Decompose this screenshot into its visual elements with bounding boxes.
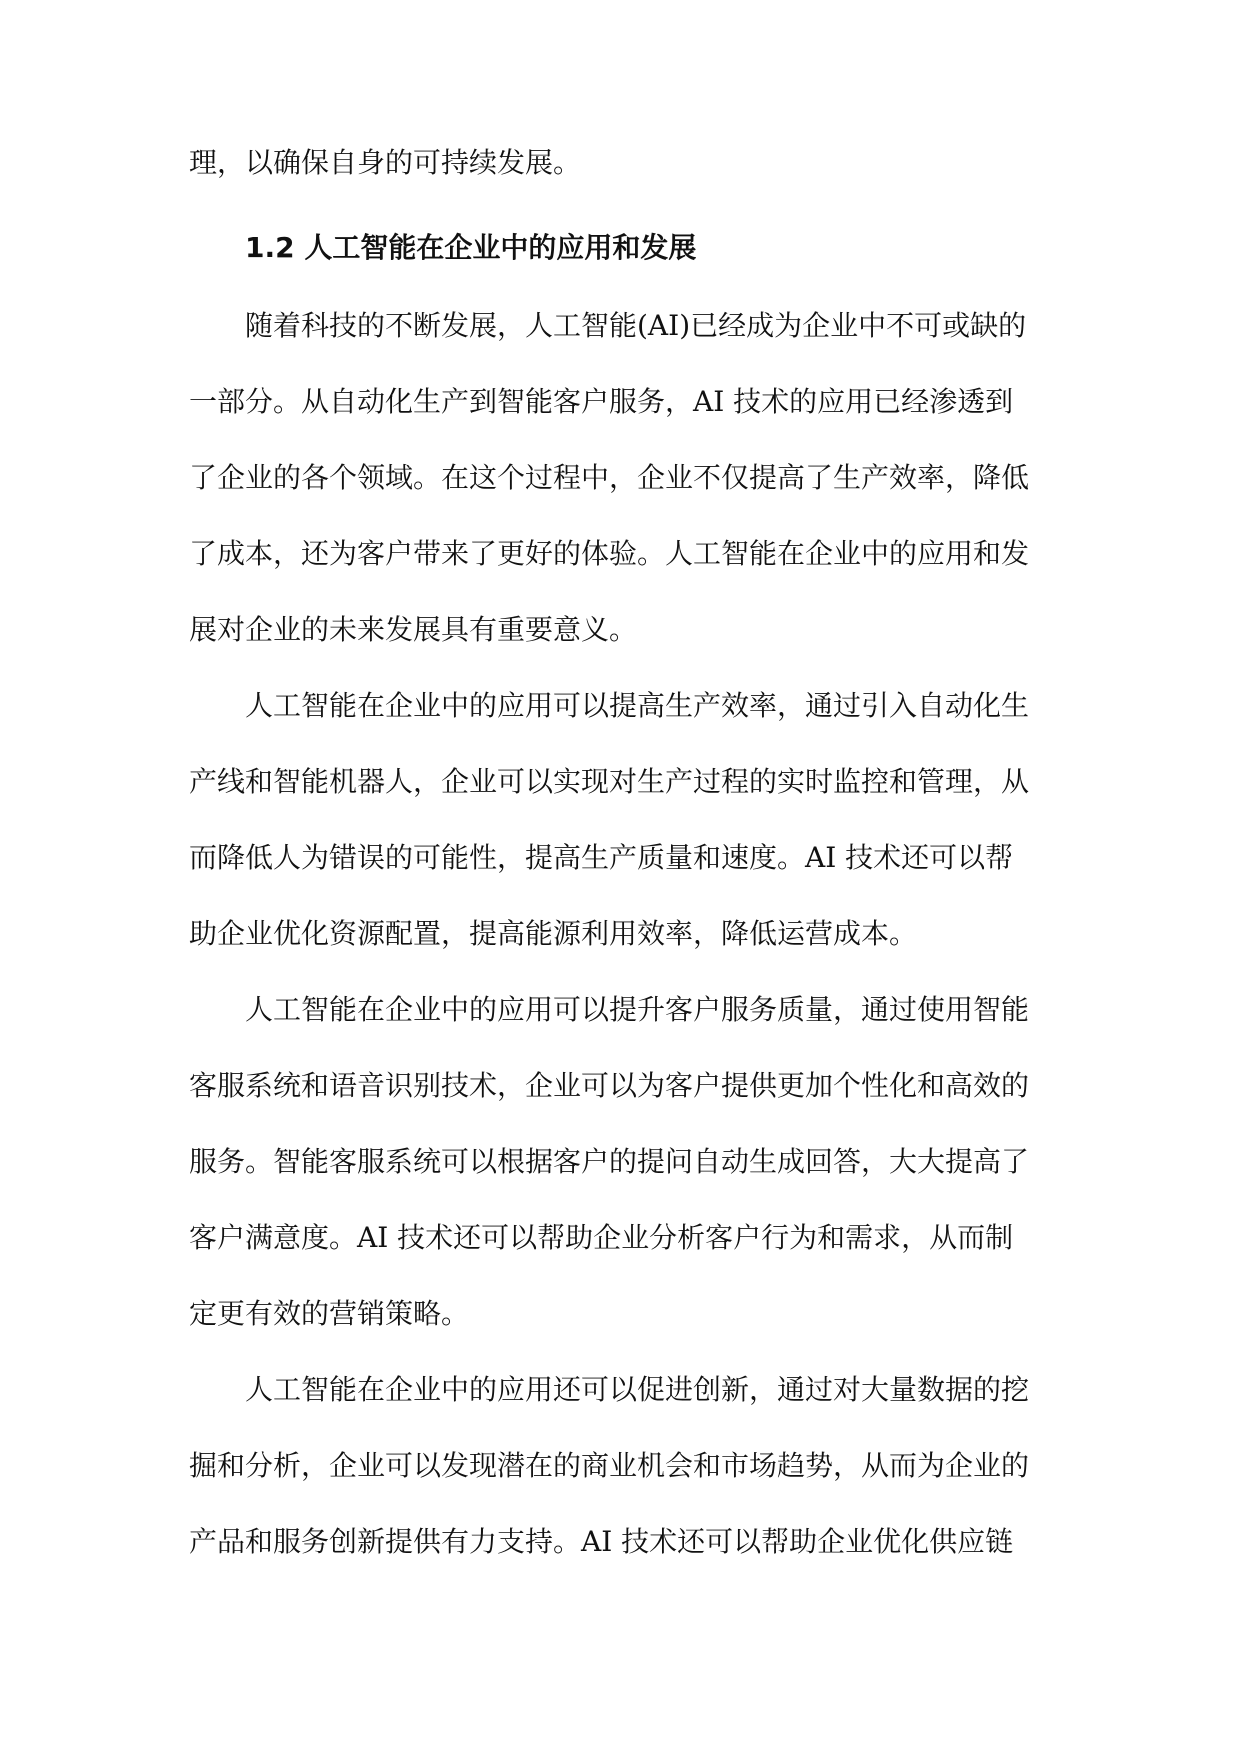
document-body bbox=[189, 144, 1059, 1561]
text-line: 人工智能在企业中的应用可以提升客户服务质量，通过使用智能 bbox=[245, 993, 1030, 1026]
text-line: 人工智能在企业中的应用可以提高生产效率，通过引入自动化生 bbox=[245, 689, 1030, 722]
text-line: 产线和智能机器人，企业可以实现对生产过程的实时监控和管理，从 bbox=[189, 765, 1030, 798]
text-line: 了企业的各个领域。在这个过程中，企业不仅提高了生产效率，降低 bbox=[189, 461, 1030, 494]
paragraph-2 bbox=[189, 687, 1059, 953]
paragraph-4 bbox=[189, 1371, 1059, 1561]
text-line: 人工智能在企业中的应用还可以促进创新，通过对大量数据的挖 bbox=[245, 1373, 1030, 1406]
text-line: 随着科技的不断发展，人工智能(AI)已经成为企业中不可或缺的 bbox=[245, 309, 1027, 342]
paragraph-3 bbox=[189, 991, 1059, 1333]
text-line: 客服系统和语音识别技术，企业可以为客户提供更加个性化和高效的 bbox=[189, 1069, 1030, 1102]
text-line: 定更有效的营销策略。 bbox=[189, 1297, 470, 1330]
paragraph-1 bbox=[189, 307, 1059, 649]
text-line: 客户满意度。AI 技术还可以帮助企业分析客户行为和需求，从而制 bbox=[189, 1221, 1014, 1254]
text-line: 理，以确保自身的可持续发展。 bbox=[189, 146, 582, 179]
section-heading: 1.2 人工智能在企业中的应用和发展 bbox=[245, 231, 697, 264]
text-line: 服务。智能客服系统可以根据客户的提问自动生成回答，大大提高了 bbox=[189, 1145, 1030, 1178]
text-line: 产品和服务创新提供有力支持。AI 技术还可以帮助企业优化供应链 bbox=[189, 1525, 1014, 1558]
text-line: 掘和分析，企业可以发现潜在的商业机会和市场趋势，从而为企业的 bbox=[189, 1449, 1030, 1482]
text-line: 了成本，还为客户带来了更好的体验。人工智能在企业中的应用和发 bbox=[189, 537, 1030, 570]
continuation-paragraph bbox=[189, 144, 1059, 182]
text-line: 展对企业的未来发展具有重要意义。 bbox=[189, 613, 638, 646]
text-line: 助企业优化资源配置，提高能源利用效率，降低运营成本。 bbox=[189, 917, 918, 950]
text-line: 一部分。从自动化生产到智能客户服务，AI 技术的应用已经渗透到 bbox=[189, 385, 1014, 418]
text-line: 而降低人为错误的可能性，提高生产质量和速度。AI 技术还可以帮 bbox=[189, 841, 1014, 874]
